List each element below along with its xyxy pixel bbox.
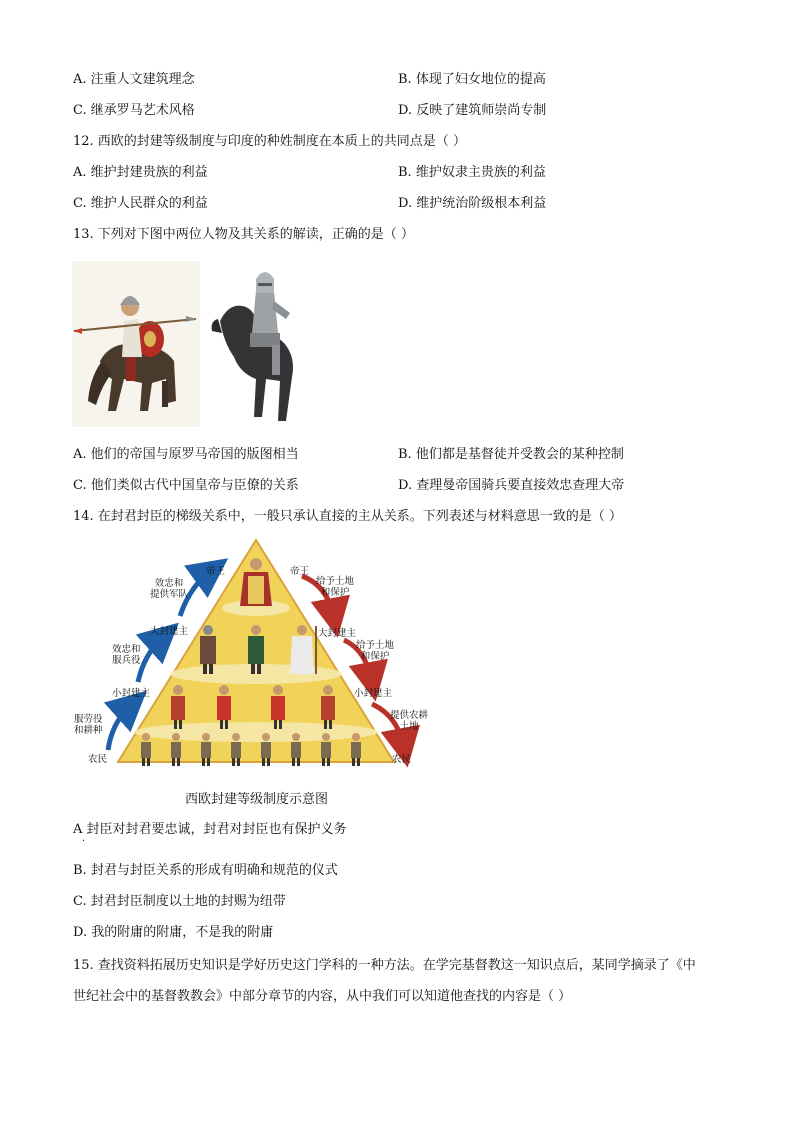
q12-stem: 12. 西欧的封建等级制度与印度的种姓制度在本质上的共同点是（ ）: [73, 134, 466, 149]
label-small-lord-left: 小封建主: [112, 688, 151, 699]
q12-option-c: C. 维护人民群众的利益: [73, 196, 208, 211]
q14-stem: 14. 在封君封臣的梯级关系中，一般只承认直接的主从关系。下列表述与材料意思一致的是（ ）: [73, 509, 622, 524]
lancer-knight-image: [72, 261, 200, 427]
q15-stem-line-1: 15. 查找资料拓展历史知识是学好历史这门学科的一种方法。在学完基督教这一知识点后，某同学摘录了《中: [73, 958, 696, 973]
q11-option-a: A. 注重人文建筑理念: [73, 72, 195, 87]
armored-knight-statue-image: [200, 261, 312, 427]
q11-option-d: D. 反映了建筑师崇尚专制: [398, 103, 547, 118]
label-small-lord-right: 小封建主: [354, 688, 393, 699]
arrow-label-right-bottom: 提供农耕 土地: [390, 710, 429, 732]
q14-option-d: D. 我的附庸的附庸，不是我的附庸: [73, 925, 274, 940]
horsemen-figure: [72, 261, 312, 427]
arrow-label-left-bottom: 服劳役 和耕种: [74, 714, 103, 736]
q14-option-a: A 封臣对封君要忠诚，封君对封臣也有保护义务: [73, 822, 347, 837]
q14-option-b: B. 封君与封臣关系的形成有明确和规范的仪式: [73, 863, 338, 878]
q13-option-a: A. 他们的帝国与原罗马帝国的版图相当: [73, 447, 299, 462]
label-emperor-right: 帝王: [290, 566, 310, 577]
arrow-left-mid: [138, 636, 164, 682]
q13-option-c: C. 他们类似古代中国皇帝与臣僚的关系: [73, 478, 299, 493]
diagram-caption: 西欧封建等级制度示意图: [185, 792, 329, 807]
label-big-lord-left: 大封建主: [150, 626, 189, 637]
arrow-label-left-top: 效忠和 提供军队: [150, 578, 189, 600]
label-peasant-left: 农民: [88, 754, 108, 765]
q13-option-d: D. 查理曼帝国骑兵要直接效忠查理大帝: [398, 478, 625, 493]
label-big-lord-right: 大封建主: [318, 628, 357, 639]
q11-option-c: C. 继承罗马艺术风格: [73, 103, 195, 118]
q12-option-a: A. 维护封建贵族的利益: [73, 165, 208, 180]
arrow-label-right-top: 给予土地 和保护: [316, 576, 355, 598]
q13-option-b: B. 他们都是基督徒并受教会的某种控制: [398, 447, 624, 462]
arrow-label-left-mid: 效忠和 服兵役: [112, 644, 141, 666]
arrow-label-right-mid: 给予土地 和保护: [356, 640, 395, 662]
label-peasant-right: 农民: [392, 754, 412, 765]
q14-option-c: C. 封君封臣制度以土地的封赐为纽带: [73, 894, 286, 909]
q12-option-b: B. 维护奴隶主贵族的利益: [398, 165, 546, 180]
feudal-hierarchy-diagram: [72, 536, 440, 774]
q15-stem-line-2: 世纪社会中的基督教教会》中部分章节的内容，从中我们可以知道他查找的内容是（ ）: [73, 989, 572, 1004]
stray-dot: ·: [82, 836, 86, 847]
q12-option-d: D. 维护统治阶级根本利益: [398, 196, 547, 211]
label-emperor-left: 帝王: [206, 566, 226, 577]
q11-option-b: B. 体现了妇女地位的提高: [398, 72, 546, 87]
arrow-left-bottom: [108, 704, 132, 750]
q13-stem: 13. 下列对下图中两位人物及其关系的解读，正确的是（ ）: [73, 227, 414, 242]
